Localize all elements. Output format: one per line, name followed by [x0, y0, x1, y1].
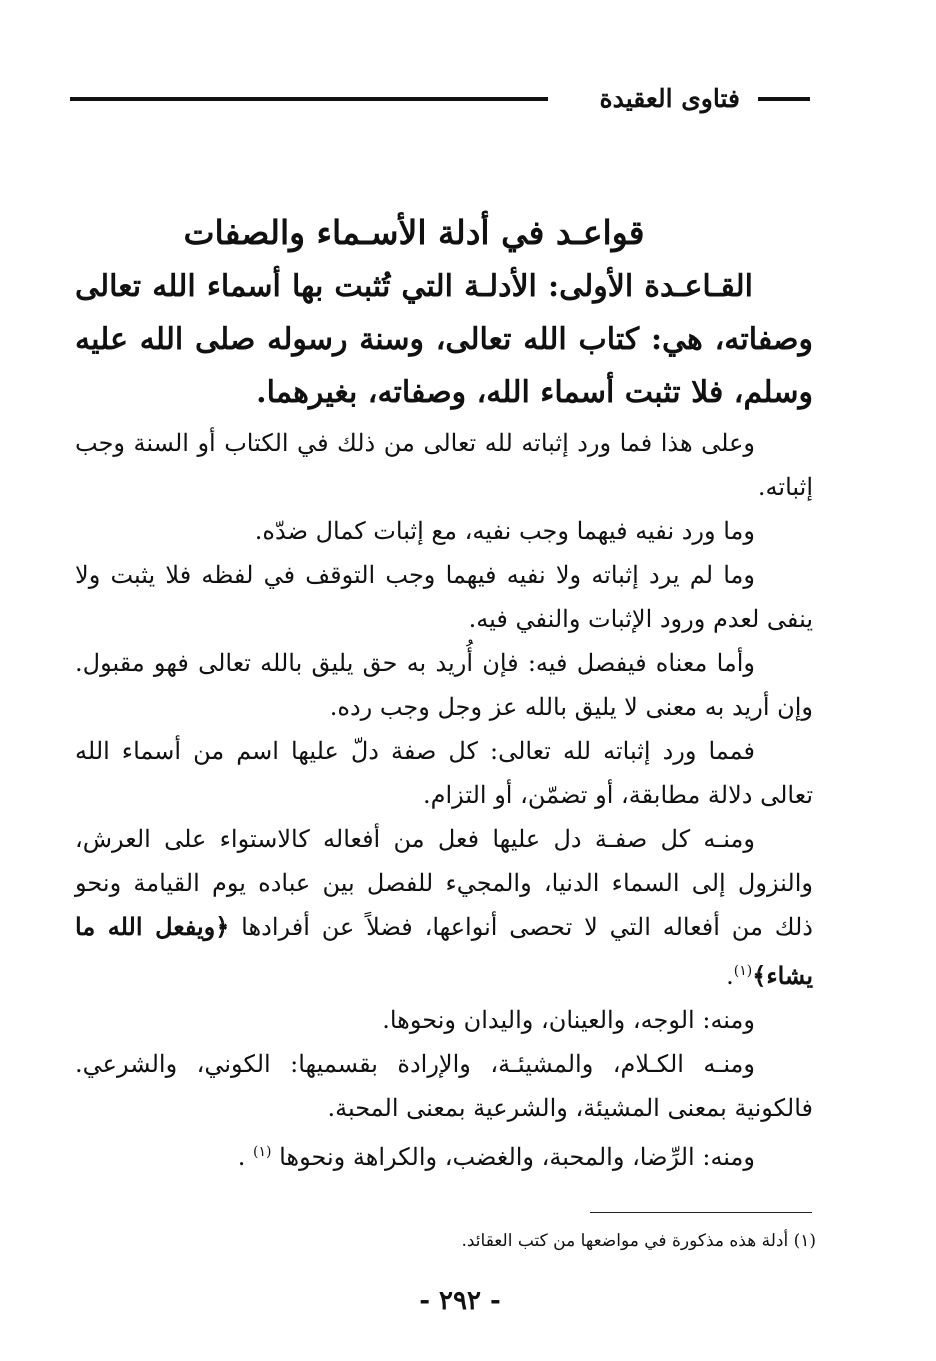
- footnote-separator: [590, 1212, 812, 1213]
- page-number: - ٢٩٢ -: [419, 1286, 501, 1316]
- paragraph-6: ومنه: الوجه، والعينان، واليدان ونحوها.: [382, 1006, 755, 1034]
- footnote-marker-2: (١): [252, 1144, 272, 1160]
- header-short-rule: [758, 97, 810, 101]
- paragraph-last-end: .: [237, 1143, 246, 1171]
- paragraph-2: وما ورد نفيه فيهما وجب نفيه، مع إثبات كمال ضدّه.: [254, 517, 755, 545]
- first-rule-paragraph: القـاعـدة الأولى: الأدلـة التي تُثبت بها أسماء الله تعالى وصفاته، هي: كتاب الله تعالى، وسنة رسوله صلى الله عليه وسلم، فلا تثبت أسماء الله، وصفاته، بغيرهما.: [75, 269, 813, 410]
- paragraph-3: وما لم يرد إثباته ولا نفيه فيهما وجب التوقف في لفظه فلا يثبت ولا ينفى لعدم ورود الإثبات والنفي فيه.: [75, 561, 813, 633]
- paragraph-last: [75, 1130, 813, 1179]
- paragraph-4: وأما معناه فيفصل فيه: فإن أُريد به حق يليق بالله تعالى فهو مقبول. وإن أريد به معنى لا يليق بالله عز وجل وجب رده.: [75, 649, 813, 721]
- paragraph-5: فمما ورد إثباته لله تعالى: كل صفة دلّ عليها اسم من أسماء الله تعالى دلالة مطابقة، أو تضمّن، أو التزام.: [75, 737, 813, 809]
- quran-verse: ﴿ويفعل الله ما يشاء﴾: [75, 912, 813, 990]
- header-long-rule: [70, 97, 548, 101]
- paragraph-verse-text: ومنـه كل صفـة دل عليها فعل من أفعاله كالاستواء على العرش، والنزول إلى السماء الدنيا، والمجيء للفصل بين عباده يوم القيامة ونحو ذلك من أفعاله التي لا تحصى أنواعها، فضلاً عن أفرادها: [75, 825, 813, 941]
- footnote-marker: (١): [733, 963, 753, 979]
- paragraph-7: ومنـه الكـلام، والمشيئـة، والإرادة بقسميها: الكوني، والشرعي. فالكونية بمعنى المشيئة، والشرعية بمعنى المحبة.: [75, 1050, 813, 1122]
- paragraph-1: وعلى هذا فما ورد إثباته لله تعالى من ذلك في الكتاب أو السنة وجب إثباته.: [75, 429, 813, 501]
- page-body: [75, 208, 813, 1179]
- paragraph-verse-end: .: [726, 962, 734, 990]
- footnote-text: أدلة هذه مذكورة في مواضعها من كتب العقائد.: [461, 1231, 789, 1251]
- paragraph-last-text: ومنه: الرِّضا، والمحبة، والغضب، والكراهة ونحوها: [279, 1143, 755, 1171]
- running-header-title: فتاوى العقيدة: [599, 84, 740, 113]
- footnote: [116, 1226, 816, 1256]
- paragraph-verse: [75, 817, 813, 998]
- footnote-number: (١): [793, 1231, 816, 1251]
- running-header: [70, 82, 810, 118]
- section-title: قواعـد في أدلة الأسـماء والصفات: [183, 213, 645, 252]
